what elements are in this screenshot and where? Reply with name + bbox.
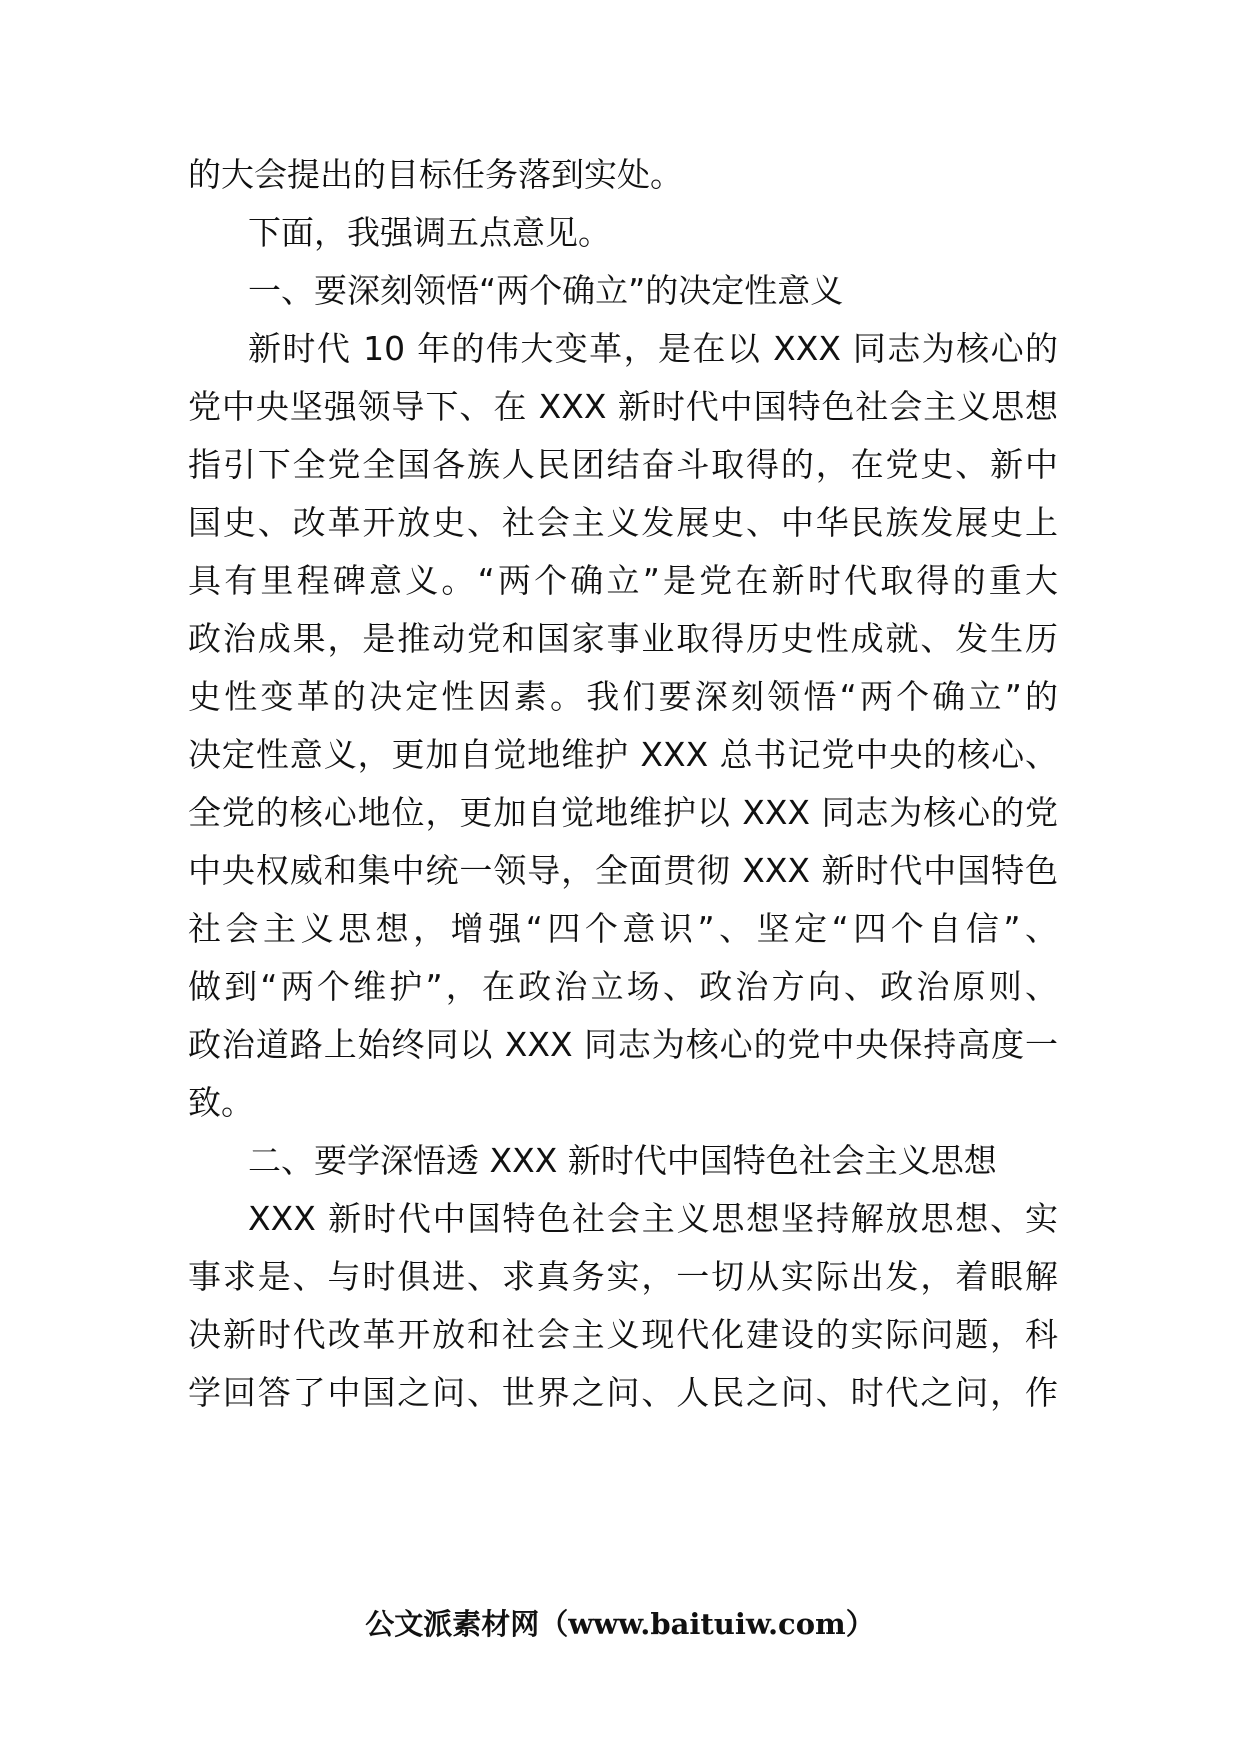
- paragraph-line: 史性变革的决定性因素。我们要深刻领悟“两个确立”的: [188, 677, 1058, 716]
- paragraph-line: 事求是、与时俱进、求真务实，一切从实际出发，着眼解: [188, 1257, 1058, 1296]
- paragraph-line: 政治道路上始终同以 XXX 同志为核心的党中央保持高度一: [188, 1025, 1058, 1064]
- paragraph-line: 决新时代改革开放和社会主义现代化建设的实际问题，科: [188, 1315, 1058, 1354]
- paragraph-line: 致。: [188, 1083, 254, 1122]
- paragraph-line: 指引下全党全国各族人民团结奋斗取得的，在党史、新中: [188, 445, 1058, 484]
- paragraph-line: 国史、改革开放史、社会主义发展史、中华民族发展史上: [188, 503, 1058, 542]
- paragraph-line: 做到“两个维护”，在政治立场、政治方向、政治原则、: [188, 967, 1058, 1006]
- paragraph-line: 新时代 10 年的伟大变革，是在以 XXX 同志为核心的: [248, 329, 1058, 368]
- section-heading: 一、要深刻领悟“两个确立”的决定性意义: [248, 271, 844, 310]
- paragraph-line: XXX 新时代中国特色社会主义思想坚持解放思想、实: [248, 1199, 1058, 1238]
- paragraph-line: 具有里程碑意义。“两个确立”是党在新时代取得的重大: [188, 561, 1058, 600]
- text-line: 下面，我强调五点意见。: [248, 213, 611, 252]
- text-line: 的大会提出的目标任务落到实处。: [188, 155, 683, 194]
- paragraph-line: 中央权威和集中统一领导，全面贯彻 XXX 新时代中国特色: [188, 851, 1058, 890]
- paragraph-line: 决定性意义，更加自觉地维护 XXX 总书记党中央的核心、: [188, 735, 1058, 774]
- paragraph-line: 党中央坚强领导下、在 XXX 新时代中国特色社会主义思想: [188, 387, 1058, 426]
- footer-watermark: 公文派素材网（www.baituiw.com）: [365, 1607, 875, 1641]
- section-heading: 二、要学深悟透 XXX 新时代中国特色社会主义思想: [248, 1141, 997, 1180]
- paragraph-line: 社会主义思想，增强“四个意识”、坚定“四个自信”、: [188, 909, 1058, 948]
- paragraph-line: 政治成果，是推动党和国家事业取得历史性成就、发生历: [188, 619, 1058, 658]
- paragraph-line: 学回答了中国之问、世界之问、人民之问、时代之问，作: [188, 1373, 1058, 1412]
- paragraph-line: 全党的核心地位，更加自觉地维护以 XXX 同志为核心的党: [188, 793, 1058, 832]
